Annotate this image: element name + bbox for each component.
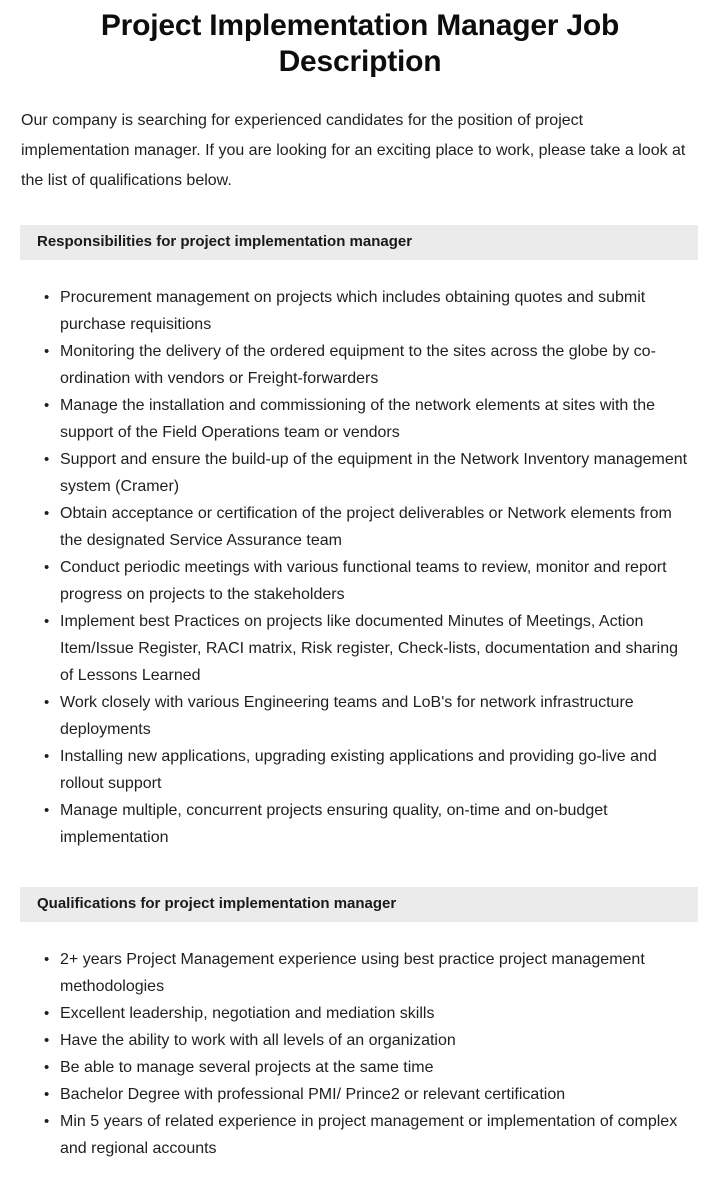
- list-item: • Implement best Practices on projects like documented Minutes of Meetings, Action Item/Issue Register, RACI matrix, Risk register, Check-lists, documentation and sharing of Lessons Learned: [44, 608, 694, 689]
- list-item: • Procurement management on projects which includes obtaining quotes and submit purchase requisitions: [44, 284, 694, 338]
- list-item: • Excellent leadership, negotiation and mediation skills: [44, 1000, 694, 1027]
- list-item: • Support and ensure the build-up of the equipment in the Network Inventory management system (Cramer): [44, 446, 694, 500]
- page-title: Project Implementation Manager Job Description: [100, 9, 620, 78]
- section-heading: Qualifications for project implementation manager: [20, 887, 698, 922]
- list-item: • Have the ability to work with all levels of an organization: [44, 1027, 694, 1054]
- page-bottom-spacer: [0, 1162, 720, 1202]
- section-list: [0, 922, 720, 1162]
- section: [0, 196, 720, 851]
- list-item: • Manage multiple, concurrent projects ensuring quality, on-time and on-budget implementation: [44, 797, 694, 851]
- section-heading: Responsibilities for project implementation manager: [20, 225, 698, 260]
- list-item: • Monitoring the delivery of the ordered equipment to the sites across the globe by co-ordination with vendors or Freight-forwarders: [44, 338, 694, 392]
- section-list: [0, 260, 720, 851]
- section-spacer: [0, 851, 720, 887]
- list-item: • Work closely with various Engineering teams and LoB's for network infrastructure deployments: [44, 689, 694, 743]
- section-spacer: [0, 196, 720, 225]
- intro-paragraph: Our company is searching for experienced candidates for the position of project implementation manager. If you are looking for an exciting place to work, please take a look at the list of qualifications below.: [21, 112, 686, 189]
- sections-container: [0, 196, 720, 1162]
- list-item: • Conduct periodic meetings with various functional teams to review, monitor and report progress on projects to the stakeholders: [44, 554, 694, 608]
- list-item: • Manage the installation and commissioning of the network elements at sites with the support of the Field Operations team or vendors: [44, 392, 694, 446]
- list-item: • 2+ years Project Management experience using best practice project management methodologies: [44, 946, 694, 1000]
- list-item: • Installing new applications, upgrading existing applications and providing go-live and rollout support: [44, 743, 694, 797]
- section: [0, 851, 720, 1162]
- list-item: • Be able to manage several projects at the same time: [44, 1054, 694, 1081]
- list-item: • Min 5 years of related experience in project management or implementation of complex and regional accounts: [44, 1108, 694, 1162]
- list-item: • Bachelor Degree with professional PMI/ Prince2 or relevant certification: [44, 1081, 694, 1108]
- list-item: • Obtain acceptance or certification of the project deliverables or Network elements from the designated Service Assurance team: [44, 500, 694, 554]
